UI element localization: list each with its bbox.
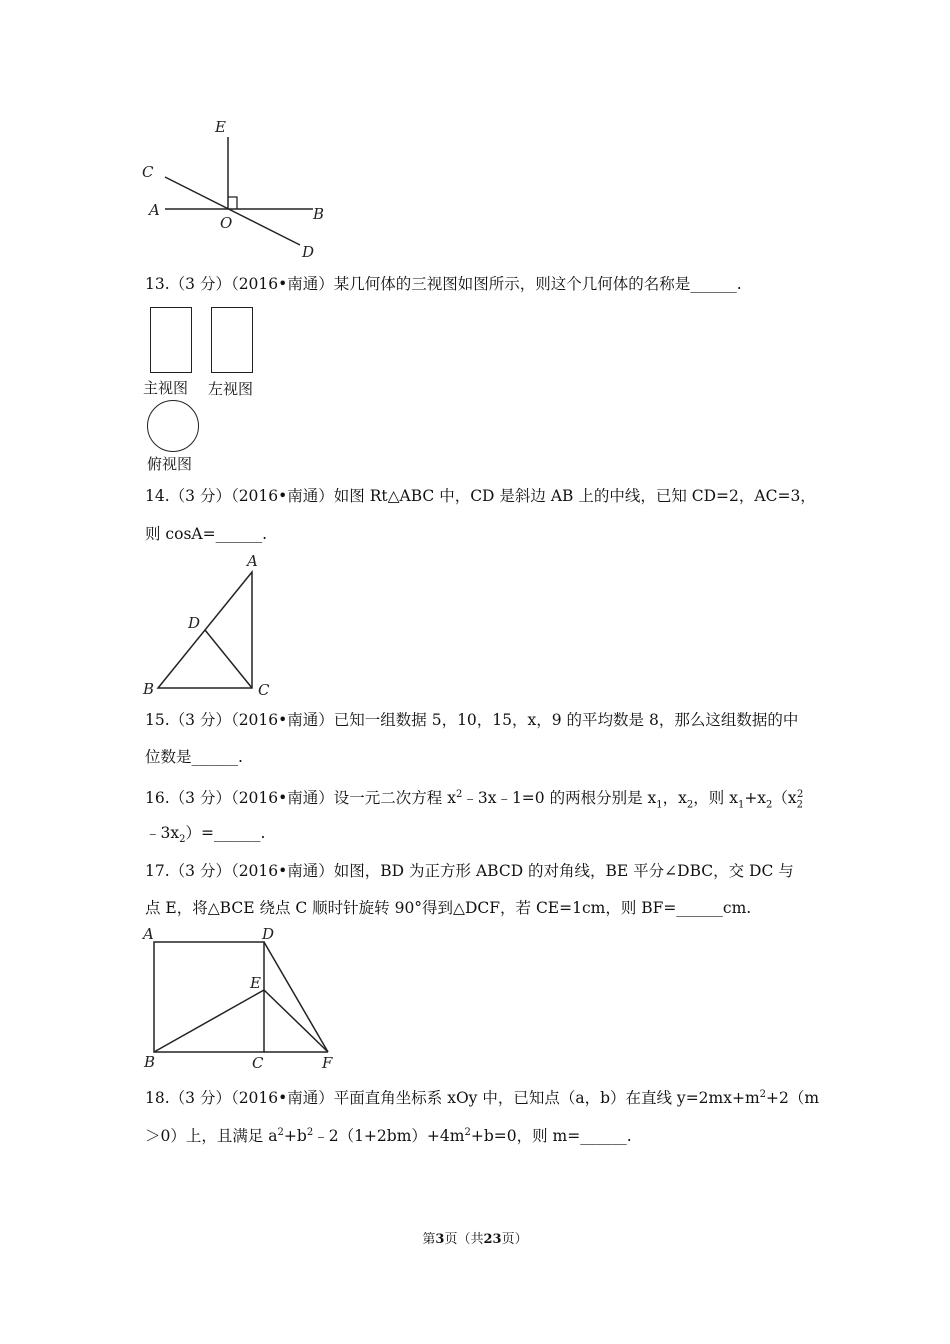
question-number: 16. (145, 789, 170, 808)
question-number: 13. (145, 275, 170, 293)
label-d: D (262, 925, 275, 943)
answer-blank: ______ (580, 1127, 627, 1146)
answer-blank: ______ (676, 899, 723, 917)
question-18-line-2: ＞0）上，且满足 $a^2+b^2﹣2(1+2bm)+4m^2+b=0$，则 m=______. (145, 1127, 632, 1146)
label-e: E (250, 974, 261, 992)
question-16-line-1: 16.（3 分）（2016•南通）设一元二次方程 $x^2﹣3x﹣1=0$ 的两根分别是 $x_1$，$x_2$，则 $x_1+x_2(x_2^2$ (145, 789, 804, 811)
question-number: 18. (145, 1089, 170, 1108)
left-view-label: 左视图 (208, 380, 254, 398)
label-e: E (215, 118, 226, 136)
left-view-rect (211, 307, 253, 373)
segment-df (264, 942, 328, 1052)
label-c: C (258, 681, 270, 699)
right-angle-mark (228, 197, 237, 209)
question-17-line-2: 点 E，将△BCE 绕点 C 顺时针旋转 90°得到△DCF，若 CE=1cm，则 BF=______cm. (145, 899, 752, 917)
square-abcd (154, 942, 264, 1052)
question-17-line-1: 17.（3 分）（2016•南通）如图，BD 为正方形 ABCD 的对角线，BE 平分∠DBC，交 DC 与 (145, 862, 794, 880)
question-13: 13.（3 分）（2016•南通）某几何体的三视图如图所示，则这个几何体的名称是______. (145, 275, 742, 293)
label-d: D (188, 614, 201, 632)
question-14-line-2: 则 cosA=______. (145, 525, 268, 543)
label-a: A (143, 925, 154, 943)
answer-blank: ______ (215, 525, 263, 543)
line-cd (165, 177, 300, 245)
figure-right-triangle (140, 550, 280, 700)
figure-angle-lines (140, 115, 340, 265)
question-text: （3 分）（2016•南通）某几何体的三视图如图所示，则这个几何体的名称是 (169, 275, 691, 293)
question-number: 17. (145, 862, 170, 880)
question-15-line-1: 15.（3 分）（2016•南通）已知一组数据 5，10，15，x，9 的平均数是 8，那么这组数据的中 (145, 711, 799, 729)
label-d: D (302, 243, 315, 261)
label-b: B (144, 1053, 156, 1071)
question-16-line-2: $﹣3x_2)=\_\_\_\_\_\_$. (145, 824, 266, 846)
segment-be (154, 990, 264, 1052)
front-view-label: 主视图 (143, 379, 189, 397)
answer-blank: ______ (690, 275, 737, 293)
label-a: A (149, 201, 160, 219)
segment-ef (264, 990, 328, 1052)
label-b: B (313, 205, 325, 223)
figure-square-rotation (140, 922, 350, 1072)
question-number: 14. (145, 487, 170, 505)
answer-blank: ______ (191, 748, 239, 766)
answer-blank: ______ (213, 824, 261, 842)
label-f: F (322, 1054, 333, 1072)
top-view-circle (147, 400, 199, 452)
top-view-label: 俯视图 (147, 455, 193, 473)
page-footer: 第3页（共23页） (422, 1232, 528, 1247)
question-14-line-1: 14.（3 分）（2016•南通）如图 Rt△ABC 中，CD 是斜边 AB 上的中线，已知 CD=2，AC=3， (145, 487, 816, 505)
median-cd (205, 630, 252, 688)
label-o: O (220, 214, 233, 232)
page-number: 3 (435, 1232, 445, 1247)
label-c: C (142, 163, 154, 181)
question-18-line-1: 18.（3 分）（2016•南通）平面直角坐标系 xOy 中，已知点（a，b）在直线 $y=2mx+m^2+2(m$ (145, 1089, 820, 1108)
label-a: A (247, 552, 258, 570)
front-view-rect (150, 307, 192, 373)
question-number: 15. (145, 711, 170, 729)
label-b: B (143, 680, 155, 698)
question-15-line-2: 位数是______. (145, 748, 243, 766)
page-total: 23 (483, 1232, 502, 1247)
label-c: C (252, 1054, 264, 1072)
